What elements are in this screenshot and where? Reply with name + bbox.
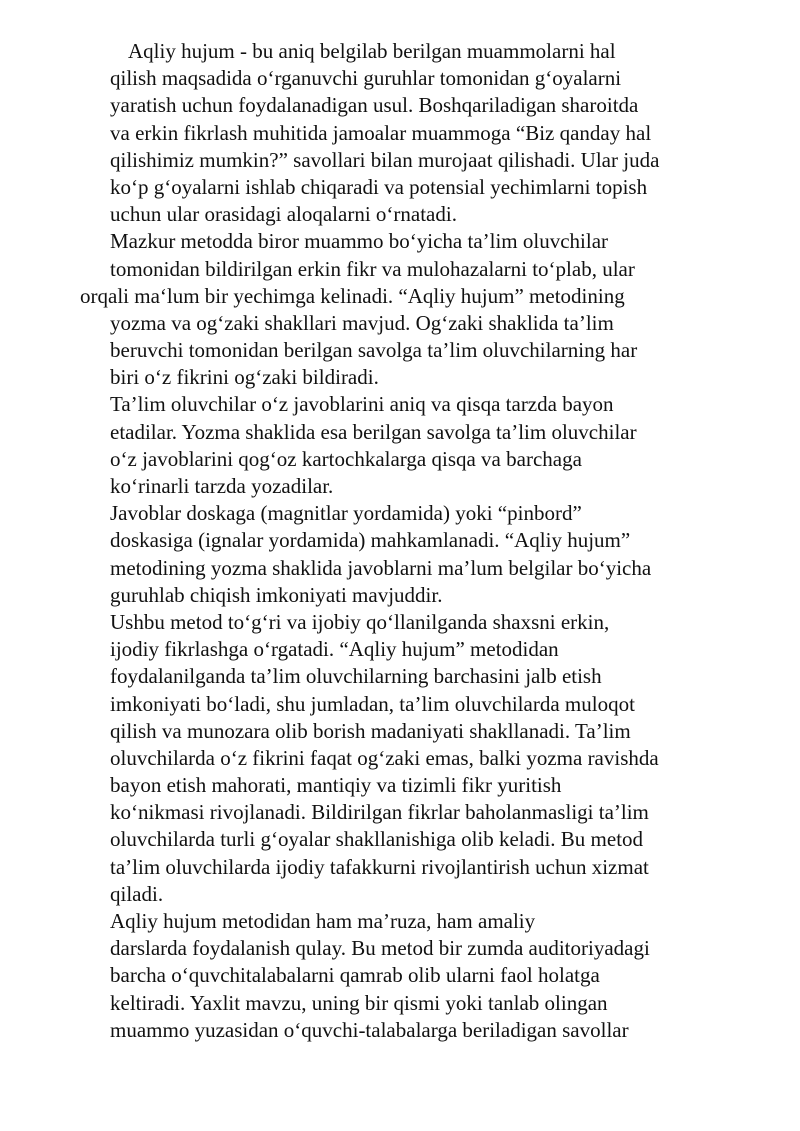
text-line: oluvchilarda turli g‘oyalar shakllanishiga olib keladi. Bu metod — [110, 827, 644, 852]
text-line: imkoniyati bo‘ladi, shu jumladan, ta’lim oluvchilarda muloqot — [110, 691, 635, 716]
text-line: muammo yuzasidan o‘quvchi-talabalarga beriladigan savollar — [110, 1017, 629, 1042]
text-line: darslarda foydalanish qulay. Bu metod bir zumda auditoriyadagi — [110, 936, 650, 961]
text-line: ijodiy fikrlashga o‘rgatadi. “Aqliy hujum” metodidan — [110, 637, 559, 662]
text-line: ko‘nikmasi rivojlanadi. Bildirilgan fikrlar baholanmasligi ta’lim — [110, 800, 649, 825]
text-line: bayon etish mahorati, mantiqiy va tizimli fikr yuritish — [110, 773, 562, 798]
text-line: orqali ma‘lum bir yechimga kelinadi. “Aqliy hujum” metodining — [80, 283, 625, 308]
text-line: Javoblar doskaga (magnitlar yordamida) yoki “pinbord” — [110, 501, 582, 526]
text-line: yozma va og‘zaki shakllari mavjud. Og‘zaki shaklida ta’lim — [110, 310, 614, 335]
text-line: ko‘rinarli tarzda yozadilar. — [110, 474, 334, 498]
text-line: oluvchilarda o‘z fikrini faqat og‘zaki emas, balki yozma ravishda — [110, 745, 659, 770]
text-line: guruhlab chiqish imkoniyati mavjuddir. — [110, 582, 443, 607]
text-line: qilish maqsadida o‘rganuvchi guruhlar tomonidan g‘oyalarni — [110, 66, 622, 91]
text-line: keltiradi. Yaxlit mavzu, uning bir qismi yoki tanlab olingan — [110, 990, 608, 1015]
text-line: beruvchi tomonidan berilgan savolga ta’lim oluvchilarning har — [110, 338, 638, 363]
text-line: metodining yozma shaklida javoblarni ma’lum belgilar bo‘yicha — [110, 555, 652, 580]
text-line: o‘z javoblarini qog‘oz kartochkalarga qisqa va barchaga — [110, 446, 582, 471]
document-page — [0, 38, 800, 1044]
text-line: biri o‘z fikrini og‘zaki bildiradi. — [110, 365, 379, 390]
text-line: yaratish uchun foydalanadigan usul. Boshqariladigan sharoitda — [110, 93, 639, 118]
text-line: va erkin fikrlash muhitida jamoalar muammoga “Biz qanday hal — [110, 120, 652, 145]
text-line: qiladi. — [110, 881, 164, 906]
text-line: barcha o‘quvchitalabalarni qamrab olib ularni faol holatga — [110, 963, 600, 988]
text-line: Aqliy hujum metodidan ham ma’ruza, ham amaliy — [110, 909, 536, 933]
text-line: Ta’lim oluvchilar o‘z javoblarini aniq va qisqa tarzda bayon — [110, 392, 614, 417]
text-line: tomonidan bildirilgan erkin fikr va mulohazalarni to‘plab, ular — [110, 256, 635, 281]
text-line: Ushbu metod to‘g‘ri va ijobiy qo‘llanilganda shaxsni erkin, — [110, 609, 610, 634]
text-line: uchun ular orasidagi aloqalarni o‘rnatadi. — [110, 202, 457, 227]
text-line: doskasiga (ignalar yordamida) mahkamlanadi. “Aqliy hujum” — [110, 528, 631, 553]
text-line: ko‘p g‘oyalarni ishlab chiqaradi va potensial yechimlarni topish — [110, 174, 648, 199]
text-line: etadilar. Yozma shaklida esa berilgan savolga ta’lim oluvchilar — [110, 419, 637, 444]
text-line: qilishimiz mumkin?” savollari bilan murojaat qilishadi. Ular juda — [110, 147, 660, 172]
text-line: qilish va munozara olib borish madaniyati shakllanadi. Ta’lim — [110, 718, 631, 743]
text-line: Aqliy hujum - bu aniq belgilab berilgan muammolarni hal — [128, 39, 616, 63]
text-line: Mazkur metodda biror muammo bo‘yicha ta’lim oluvchilar — [110, 229, 609, 254]
text-line: ta’lim oluvchilarda ijodiy tafakkurni rivojlantirish uchun xizmat — [110, 854, 649, 879]
text-line: foydalanilganda ta’lim oluvchilarning barchasini jalb etish — [110, 664, 602, 689]
